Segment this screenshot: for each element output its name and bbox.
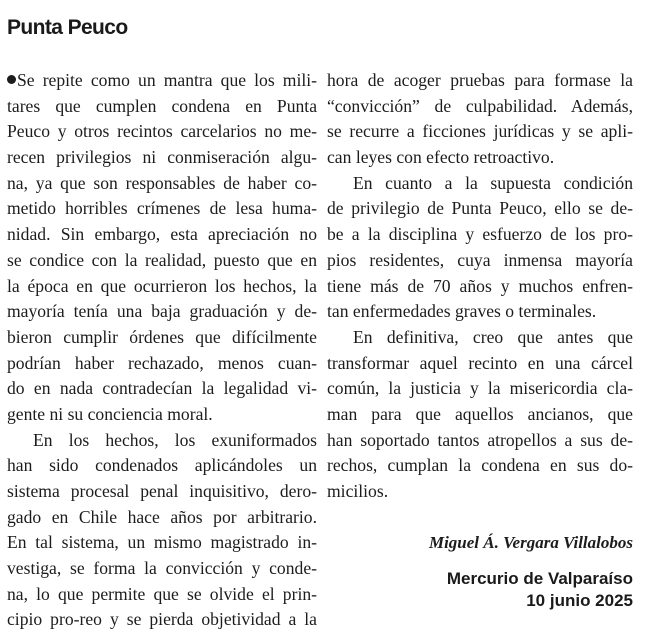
author-signature: Miguel Á. Vergara Villalobos: [428, 533, 633, 552]
text-line: han soportado tantos atropellos a sus de-: [327, 429, 633, 450]
text-line: micilios.: [327, 481, 389, 501]
text-line: tares que cumplen condena en Punta: [7, 95, 317, 116]
text-line: se condice con la realidad, puesto que en: [7, 249, 317, 270]
text-line: se recurre a ficciones jurídicas y se apli-: [327, 121, 633, 142]
text-line: nidad. Sin embargo, esta apreciación no: [7, 224, 317, 245]
publication-date: 10 junio 2025: [526, 591, 633, 610]
text-line: pios residentes, cuya inmensa mayoría: [327, 249, 633, 270]
text-line: de privilegio de Punta Peuco, ello se de-: [327, 198, 633, 219]
text-line: cipio pro-reo y se pierda objetividad a la: [7, 609, 317, 630]
text-line: recen privilegios ni conmiseración algu-: [7, 147, 317, 168]
text-line: metido horribles crímenes de lesa huma-: [7, 198, 317, 219]
headline: Punta Peuco: [7, 16, 128, 39]
text-line: vestiga, se forma la convicción y conde-: [7, 558, 317, 579]
text-line: na, lo que permite que se olvide el prin-: [7, 583, 317, 604]
text-line: sistema procesal penal inquisitivo, dero-: [7, 481, 317, 501]
text-line: Se repite como un mantra que los mili-: [7, 68, 317, 94]
text-line: tiene más de 70 años y muchos enfren-: [327, 275, 633, 296]
text-line: gado en Chile hace años por arbitrario.: [7, 506, 317, 527]
text-line: “convicción” de culpabilidad. Además,: [327, 95, 633, 116]
text-line: En los hechos, los exuniformados: [33, 429, 317, 450]
text-line: En cuanto a la supuesta condición: [353, 172, 633, 193]
text-line: tan enfermedades graves o terminales.: [327, 301, 597, 322]
text-line: común, la justicia y la misericordia cla-: [327, 378, 633, 399]
text-line: do en nada contradecían la legalidad vi-: [7, 378, 317, 399]
text-line: na, ya que son responsables de haber co-: [7, 172, 317, 193]
text-line: la época en que ocurrieron los hechos, la: [7, 275, 317, 296]
column-left: [7, 68, 317, 633]
column-right: [327, 68, 633, 505]
text-line: Peuco y otros recintos carcelarios no me-: [7, 121, 317, 142]
text-line: hora de acoger pruebas para formase la: [327, 70, 633, 90]
text-line: En tal sistema, un mismo magistrado in-: [7, 532, 317, 553]
text-line: gente ni su conciencia moral.: [7, 403, 213, 424]
text-line: can leyes con efecto retroactivo.: [327, 147, 555, 168]
text-line: En definitiva, creo que antes que: [353, 326, 633, 347]
text-line: mayoría tenía una baja graduación y de-: [7, 301, 317, 322]
text-line: bieron cumplir órdenes que difícilmente: [7, 326, 317, 347]
source-credit: [447, 568, 633, 612]
text-line: transformar aquel recinto en una cárcel: [327, 352, 633, 373]
text-line: man para que aquellos ancianos, que: [327, 403, 633, 424]
publication-name: Mercurio de Valparaíso: [446, 569, 633, 588]
bullet-icon: [7, 75, 16, 84]
text-line: rechos, cumplan la condena en sus do-: [327, 455, 633, 476]
text-line: podrían haber rechazado, menos cuan-: [7, 352, 317, 373]
text-line: be a la disciplina y esfuerzo de los pro-: [327, 224, 633, 245]
text-line: han sido condenados aplicándoles un: [7, 455, 317, 476]
